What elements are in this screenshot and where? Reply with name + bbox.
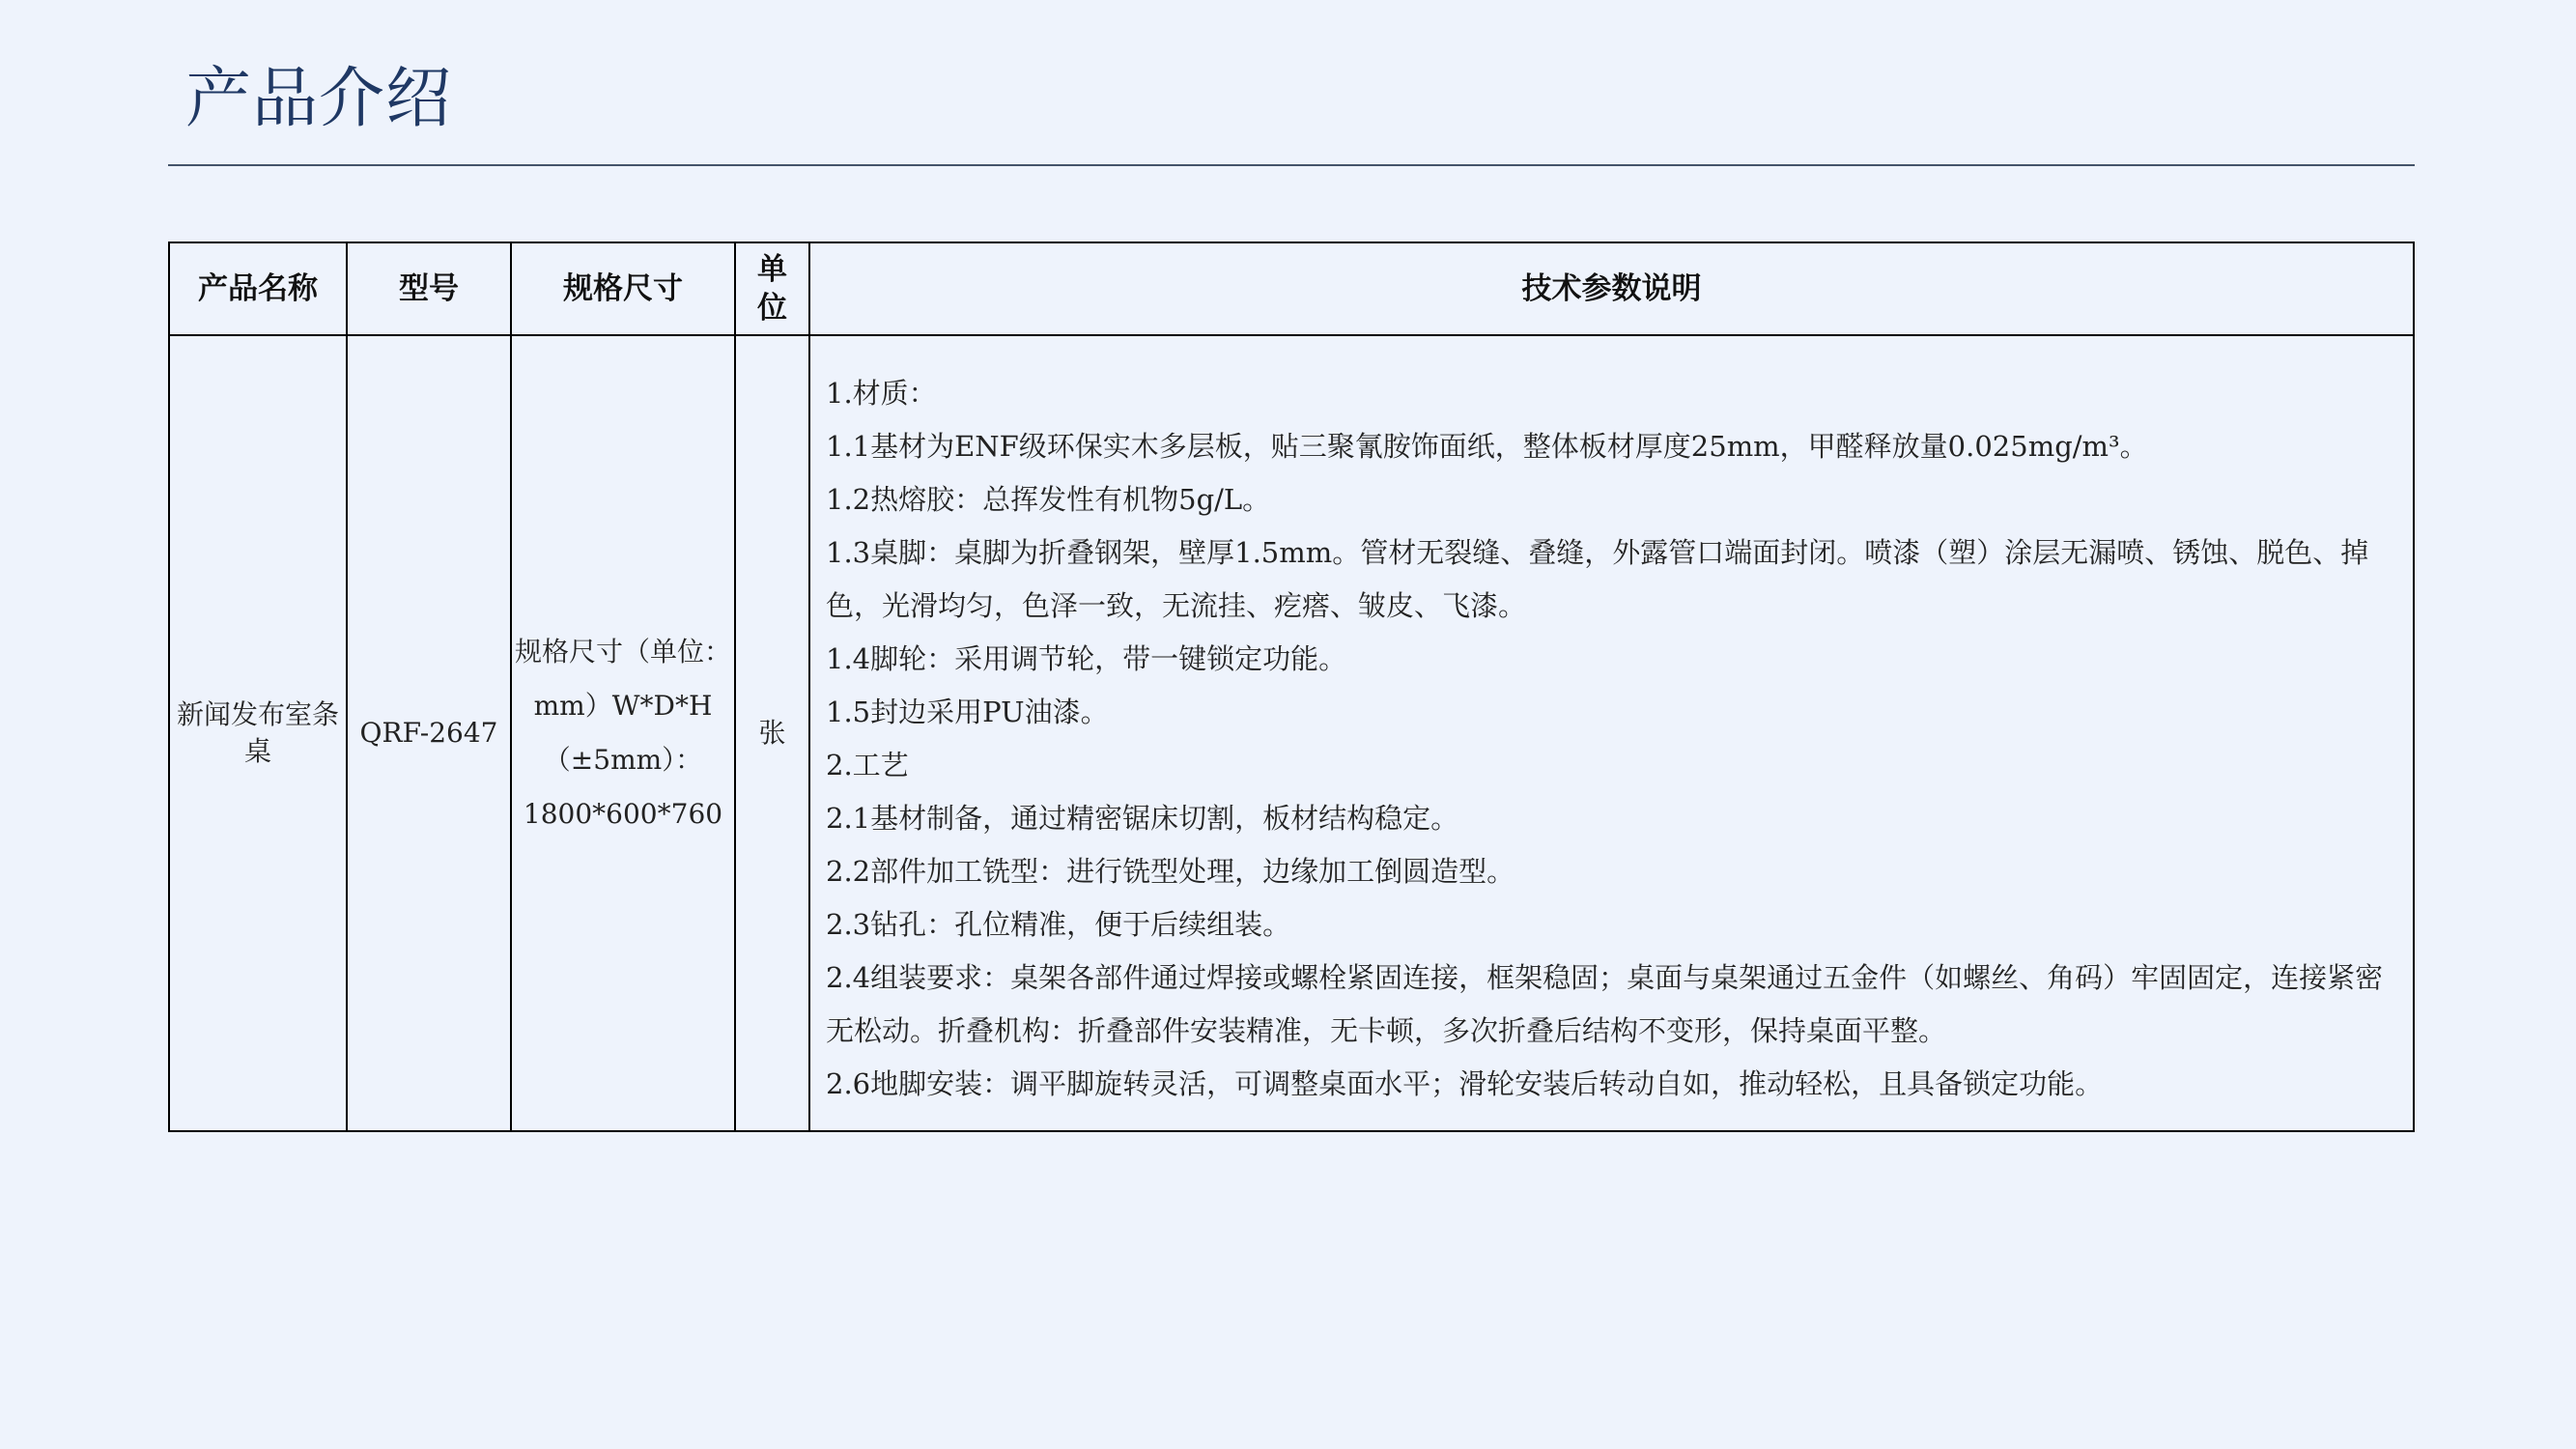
cell-product-name: 新闻发布室条桌 (169, 335, 347, 1131)
header-model: 型号 (347, 242, 511, 335)
param-line: 2.1基材制备，通过精密锯床切割，板材结构稳定。 (826, 802, 1459, 835)
cell-tech-params (809, 335, 2414, 1131)
param-line: 1.3桌脚：桌脚为折叠钢架，壁厚1.5mm。管材无裂缝、叠缝，外露管口端面封闭。喷漆（塑）涂层无漏喷、锈蚀、脱色、掉色，光滑均匀，色泽一致，无流挂、疙瘩、皱皮、飞漆。 (826, 536, 2369, 622)
cell-unit: 张 (735, 335, 809, 1131)
header-size: 规格尺寸 (511, 242, 735, 335)
header-unit-label: 单位 (757, 252, 787, 326)
product-spec-table (168, 242, 2415, 1132)
param-line: 2.工艺 (826, 749, 909, 781)
page-title: 产品介绍 (185, 61, 453, 137)
header-product-name: 产品名称 (169, 242, 347, 335)
param-line: 1.1基材为ENF级环保实木多层板，贴三聚氰胺饰面纸，整体板材厚度25mm，甲醛释放量0.025mg/m³。 (826, 430, 2148, 463)
param-line: 2.6地脚安装：调平脚旋转灵活，可调整桌面水平；滑轮安装后转动自如，推动轻松，且具备锁定功能。 (826, 1067, 2104, 1100)
param-line: 2.2部件加工铣型：进行铣型处理，边缘加工倒圆造型。 (826, 855, 1515, 888)
param-line: 1.材质： (826, 377, 937, 410)
table-row (169, 335, 2414, 1131)
param-line: 1.4脚轮：采用调节轮，带一键锁定功能。 (826, 642, 1347, 675)
header-tech-params: 技术参数说明 (809, 242, 2414, 335)
param-line: 2.4组装要求：桌架各部件通过焊接或螺栓紧固连接，框架稳固；桌面与桌架通过五金件（如螺丝、角码）牢固固定，连接紧密无松动。折叠机构：折叠部件安装精准，无卡顿，多次折叠后结构不变形，保持桌面平整。 (826, 961, 2384, 1047)
cell-model: QRF-2647 (347, 335, 511, 1131)
header-unit (735, 242, 809, 335)
param-line: 1.2热熔胶：总挥发性有机物5g/L。 (826, 483, 1271, 516)
param-line: 2.3钻孔：孔位精准，便于后续组装。 (826, 908, 1291, 941)
param-line: 1.5封边采用PU油漆。 (826, 696, 1109, 728)
title-divider (168, 164, 2415, 166)
table-header-row (169, 242, 2414, 335)
cell-size: 规格尺寸（单位：mm）W*D*H（±5mm）：1800*600*760 (511, 335, 735, 1131)
